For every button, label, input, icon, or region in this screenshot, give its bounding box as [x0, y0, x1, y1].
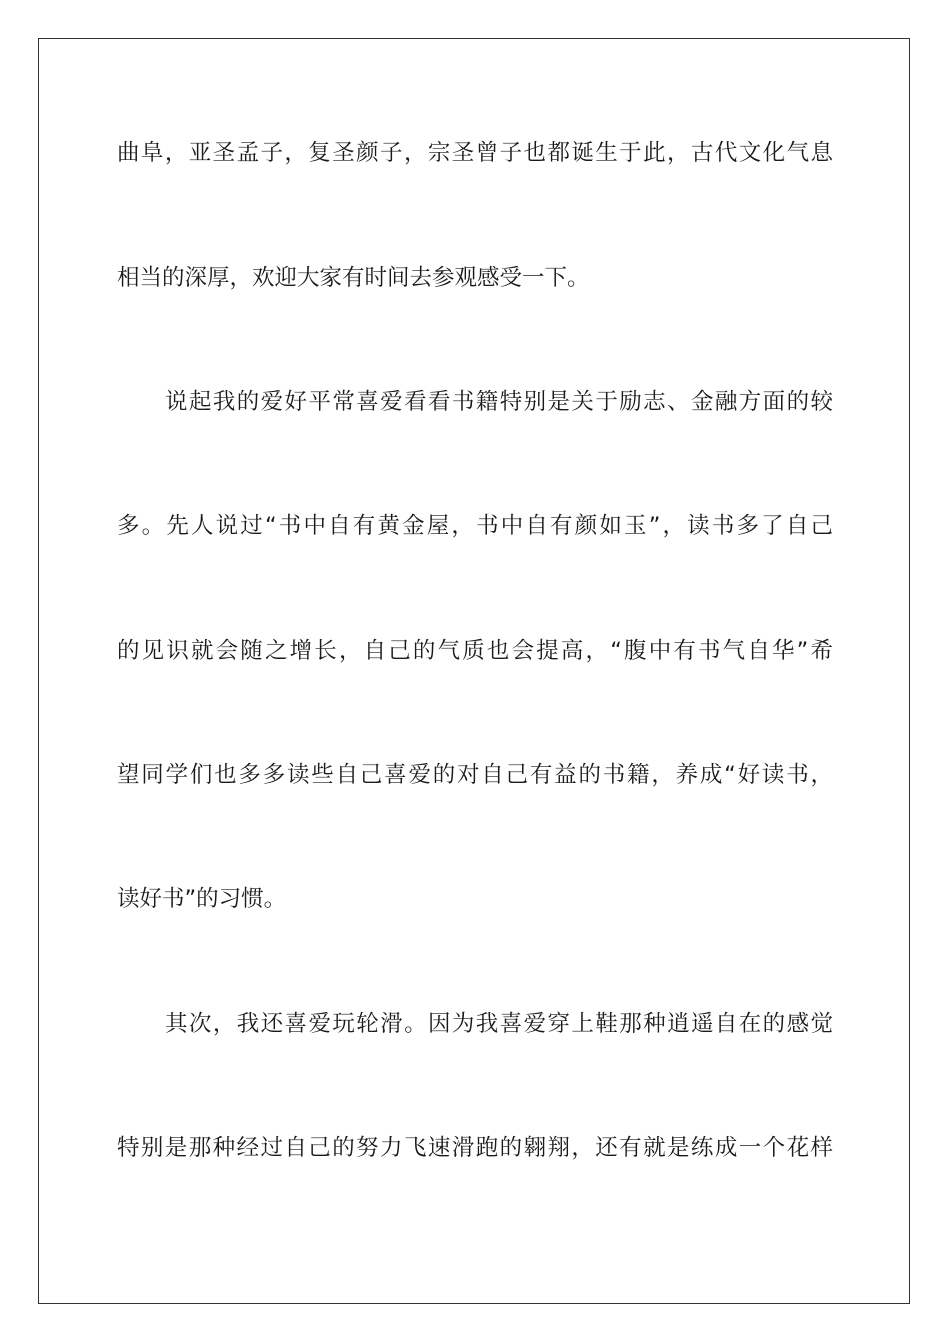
text-line-9: 特别是那种经过自己的努力飞速滑跑的翱翔，还有就是练成一个花样 [117, 1135, 833, 1161]
text-line-8: 其次，我还喜爱玩轮滑。因为我喜爱穿上鞋那种逍遥自在的感觉 [165, 1011, 833, 1037]
text-line-2: 相当的深厚，欢迎大家有时间去参观感受一下。 [117, 265, 590, 291]
text-line-6: 望同学们也多多读些自己喜爱的对自己有益的书籍，养成“好读书， [117, 762, 833, 788]
text-line-4: 多。先人说过“书中自有黄金屋，书中自有颜如玉”，读书多了自己 [117, 513, 833, 539]
text-line-5: 的见识就会随之增长，自己的气质也会提高，“腹中有书气自华”希 [117, 638, 833, 664]
text-line-1: 曲阜，亚圣孟子，复圣颜子，宗圣曾子也都诞生于此，古代文化气息 [117, 140, 833, 166]
text-line-7: 读好书”的习惯。 [117, 886, 287, 912]
page-border [38, 38, 910, 1304]
text-line-3: 说起我的爱好平常喜爱看看书籍特别是关于励志、金融方面的较 [165, 389, 833, 415]
